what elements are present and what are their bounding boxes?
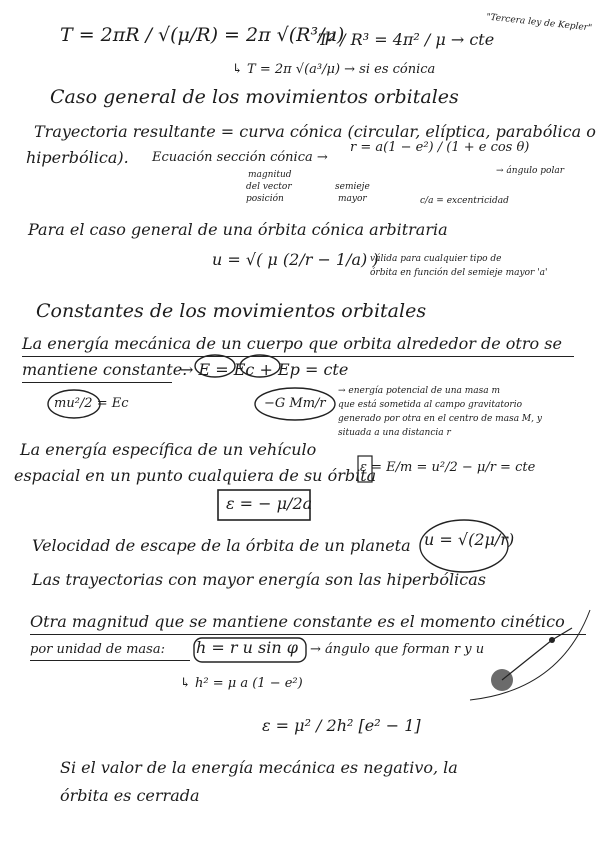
velocity-formula: u = √( μ (2/r − 1/a) ) <box>212 250 379 269</box>
conclusion-line-1: Si el valor de la energía mecánica es negativo, la <box>60 758 458 777</box>
vector-label: del vector <box>246 182 292 192</box>
momentum-line-1: Otra magnitud que se mantiene constante es el momento cinético <box>30 612 565 631</box>
valid-note-line-2: órbita en función del semieje mayor 'a' <box>370 268 548 278</box>
kepler-period-formula: T = 2πR / √(μ/R) = 2π √(R³/μ) <box>60 24 345 46</box>
escape-velocity-circle <box>420 520 508 572</box>
potential-note-3: generado por otra en el centro de masa M, y <box>338 414 542 424</box>
kepler-note: "Tercera ley de Kepler" <box>485 12 593 34</box>
potential-note-4: situada a una distancia r <box>338 428 451 438</box>
conic-period-formula: ↳ T = 2π √(a³/μ) → si es cónica <box>232 62 436 77</box>
escape-velocity-text: Velocidad de escape de la órbita de un planeta <box>32 536 411 555</box>
potential-circle <box>255 388 335 420</box>
kinetic-energy: mu²/2 = Ec <box>54 396 129 411</box>
major-label: mayor <box>338 194 367 204</box>
momentum-angle-note: → ángulo que forman r y u <box>310 642 485 657</box>
semi-axis-label: semieje <box>335 182 370 192</box>
ec-circle <box>195 355 235 377</box>
specific-energy-box <box>218 490 313 520</box>
kinetic-circle <box>48 390 100 418</box>
polar-angle-note: → ángulo polar <box>496 166 565 176</box>
potential-note-1: → energía potencial de una masa m <box>338 386 501 396</box>
radius-line <box>502 640 552 680</box>
specific-energy-line-2: espacial en un punto cualquiera de su órbita <box>14 466 377 485</box>
potential-energy: −G Mm/r <box>264 396 326 411</box>
conic-section-label: Ecuación sección cónica → <box>152 150 328 165</box>
conic-equation: r = a(1 − e²) / (1 + e cos θ) <box>350 140 530 155</box>
energy-equation: → E = Ec + Ep = cte <box>180 360 349 379</box>
heading-constants: Constantes de los movimientos orbitales <box>36 300 427 322</box>
orbit-arc <box>470 610 590 700</box>
heading-general-case: Caso general de los movimientos orbitales <box>50 86 459 108</box>
hyperbolic-text: Las trayectorias con mayor energía son las hiperbólicas <box>32 570 486 589</box>
valid-note-line-1: válida para cualquier tipo de <box>370 254 502 264</box>
specific-energy-line-1: La energía específica de un vehículo <box>20 440 317 459</box>
kepler-ratio-formula: T² / R³ = 4π² / μ → cte <box>318 30 495 49</box>
eccentricity-label: c/a = excentricidad <box>420 196 509 206</box>
conclusion-line-2: órbita es cerrada <box>60 786 200 805</box>
specific-energy-result: ε = − μ/2a <box>226 494 313 513</box>
epsilon-box <box>358 456 372 482</box>
ep-circle <box>240 355 280 377</box>
h-squared-equation: ↳ h² = μ a (1 − e²) <box>180 676 303 691</box>
potential-note-2: que está sometida al campo gravitatorio <box>338 400 523 410</box>
momentum-line-2: por unidad de masa: <box>30 642 165 657</box>
momentum-equation: h = r u sin φ <box>196 638 298 657</box>
magnitude-label: magnitud <box>248 170 292 180</box>
arbitrary-orbit-text: Para el caso general de una órbita cónica arbitraria <box>28 220 448 239</box>
specific-energy-equation: ε = E/m = u²/2 − μ/r = cte <box>360 460 536 475</box>
position-label: posición <box>246 194 284 204</box>
momentum-box <box>194 638 306 662</box>
energy-line-2: mantiene constante. <box>22 360 188 379</box>
epsilon-final-equation: ε = μ² / 2h² [e² − 1] <box>262 716 421 735</box>
trajectory-line-1: Trayectoria resultante = curva cónica (circular, elíptica, parabólica o <box>34 122 596 141</box>
energy-line-1: La energía mecánica de un cuerpo que orbita alrededor de otro se <box>22 334 562 353</box>
velocity-arrow <box>552 628 572 640</box>
trajectory-line-2: hiperbólica). <box>26 148 129 167</box>
escape-velocity-equation: u = √(2μ/r) <box>424 530 515 549</box>
